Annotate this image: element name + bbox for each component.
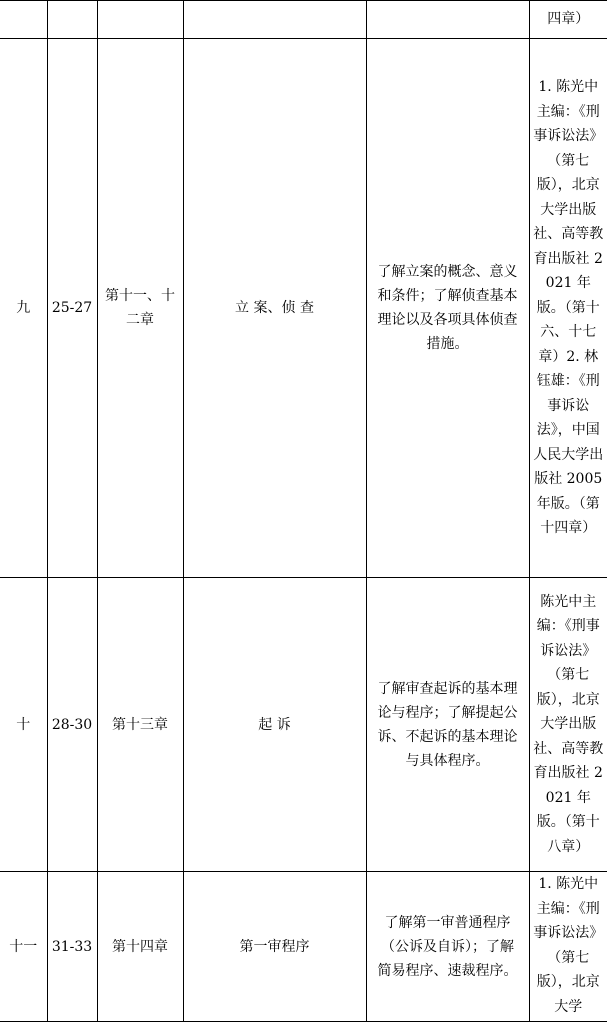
table-row-fragment [0,1,607,39]
chapter-cell: 第十四章 [97,872,183,1022]
cell-empty [47,1,97,39]
reference-cell [529,39,607,578]
week-range: 25-27 [47,39,97,578]
table-row [0,39,607,578]
cell-empty [97,1,183,39]
lesson-number: 十一 [0,872,47,1022]
cell-empty [183,1,366,39]
reference-cell [529,578,607,872]
table-row [0,578,607,872]
cell-empty [0,1,47,39]
reference-cell [529,872,607,1022]
reference-text: 四章） [547,11,590,28]
topic-cell: 起 诉 [183,578,366,872]
requirement-cell: 了解立案的概念、意义和条件；了解侦查基本理论以及各项具体侦查措施。 [366,39,529,578]
reference-cell [529,1,607,39]
requirement-cell: 了解第一审普通程序（公诉及自诉）；了解简易程序、速裁程序。 [366,872,529,1022]
lesson-number: 九 [0,39,47,578]
requirement-cell: 了解审查起诉的基本理论与程序；了解提起公诉、不起诉的基本理论与具体程序。 [366,578,529,872]
reference-text: 1. 陈光中主编：《刑事诉讼法》（第七版），北京大学出版社、高等教育出版社 2021 年版。（第十六、十七章）2. 林钰雄：《刑事诉讼法》，中国人民大学出版社 2005 年版。（第十四章） [533,79,604,537]
week-range: 28-30 [47,578,97,872]
cell-empty [366,1,529,39]
week-range: 31-33 [47,872,97,1022]
topic-cell: 第一审程序 [183,872,366,1022]
chapter-cell: 第十三章 [97,578,183,872]
chapter-cell: 第十一、十二章 [97,39,183,578]
topic-cell: 立 案、侦 查 [183,39,366,578]
lesson-number: 十 [0,578,47,872]
table-row [0,872,607,1022]
reference-text: 陈光中主编：《刑事诉讼法》（第七版），北京大学出版社、高等教育出版社 2021 年版。（第十八章） [533,593,604,855]
reference-text: 1. 陈光中主编：《刑事诉讼法》（第七版），北京大学 [533,876,604,1015]
